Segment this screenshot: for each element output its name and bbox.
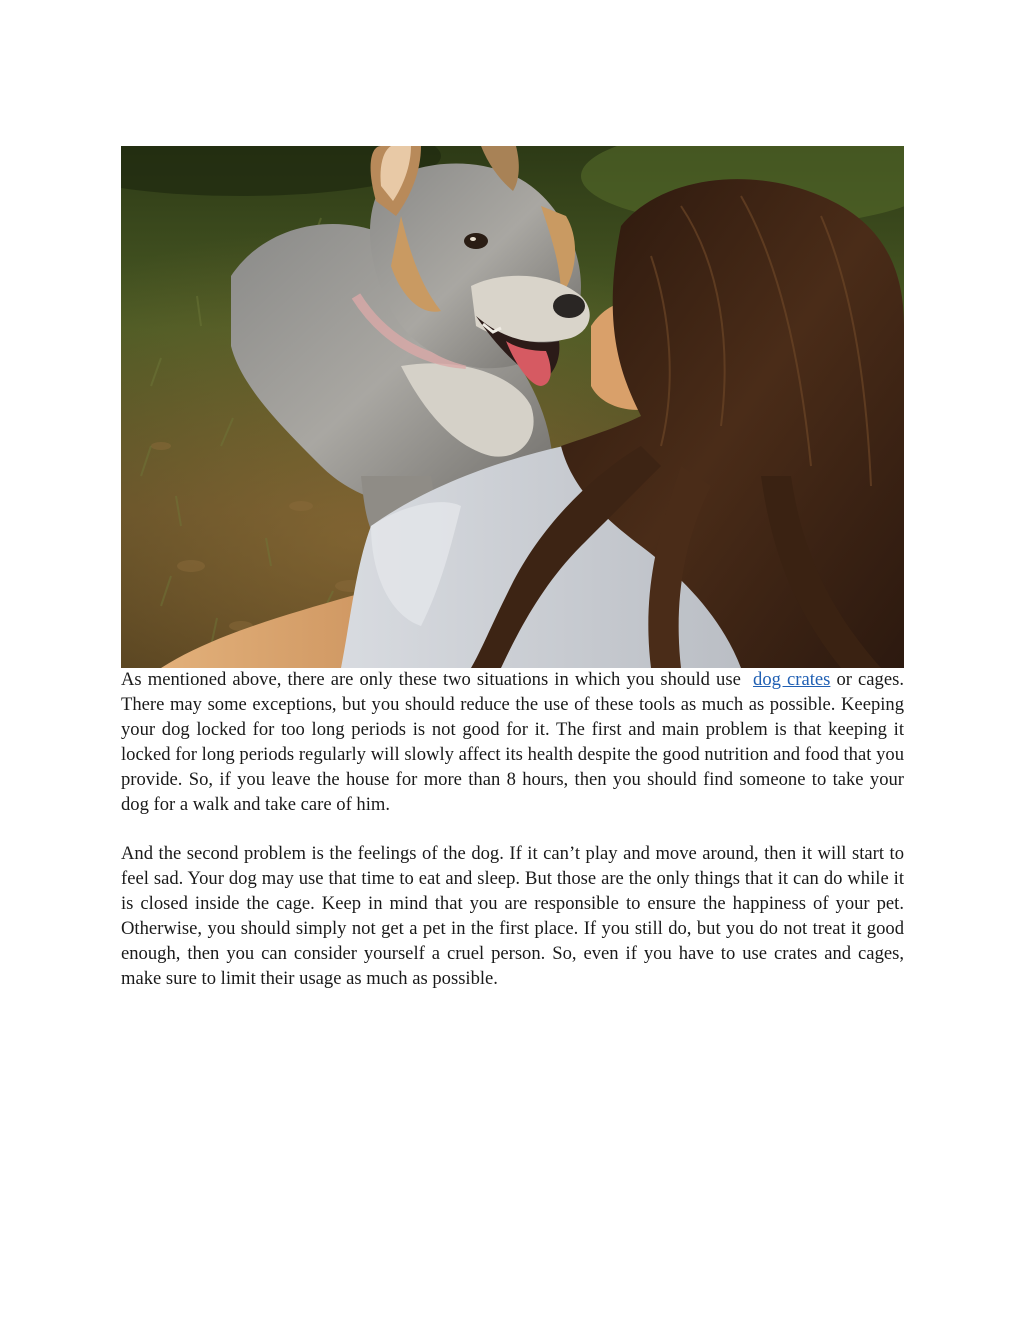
- dog-and-woman-photo: [121, 146, 904, 668]
- article-body: [121, 668, 904, 992]
- dog-crates-link[interactable]: dog crates: [753, 669, 831, 690]
- paragraph-1-rest-text: or cages. There may some exceptions, but you should reduce the use of these tools as much as possible. Keeping your dog locked for too long periods is not good for it. The first and main problem is that keeping it locked for long periods regularly will slowly affect its health despite the good nutrition and food that you provide. So, if you leave the house for more than 8 hours, then you should find someone to take your dog for a walk and take care of him.: [121, 669, 904, 815]
- photo-illustration: [121, 146, 904, 668]
- paragraph-1-lead-text: As mentioned above, there are only these two situations in which you should use: [121, 669, 754, 690]
- paragraph-1: [121, 668, 904, 817]
- paragraph-2: And the second problem is the feelings of the dog. If it can’t play and move around, then it will start to feel sad. Your dog may use that time to eat and sleep. But those are the only things that it can do while it is closed inside the cage. Keep in mind that you are responsible to ensure the happiness of your pet. Otherwise, you should simply not get a pet in the first place. If you still do, but you do not treat it good enough, then you can consider yourself a cruel person. So, even if you have to use crates and cages, make sure to limit their usage as much as possible.: [121, 843, 904, 989]
